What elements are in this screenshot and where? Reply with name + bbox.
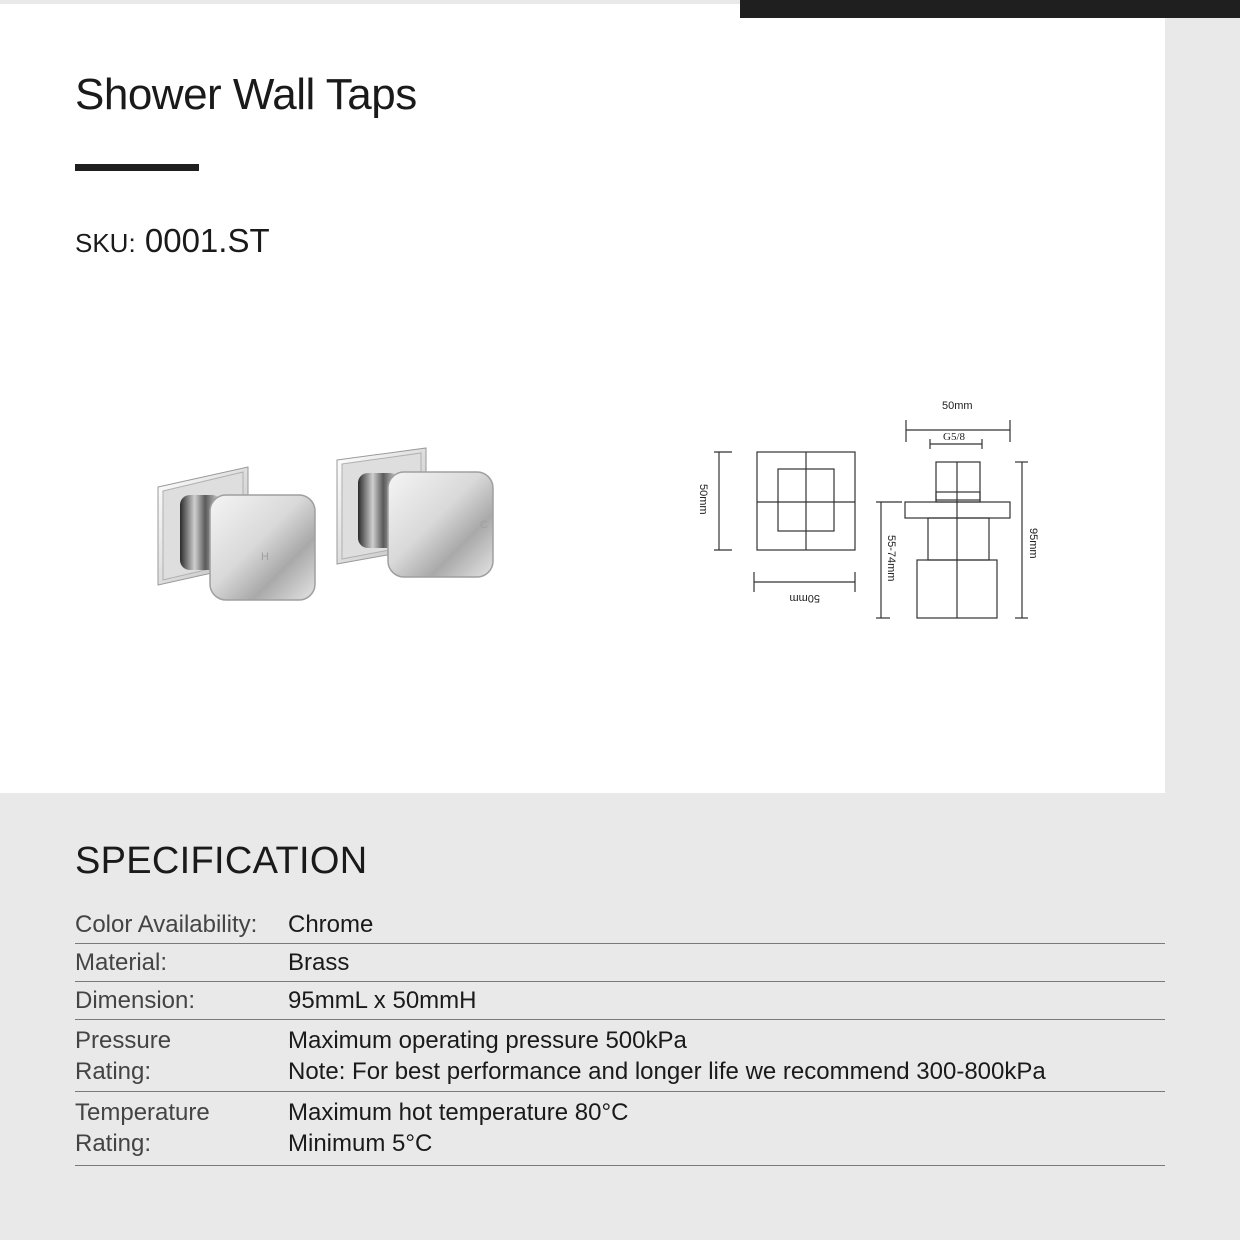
spec-row xyxy=(75,1020,1165,1092)
page-title: Shower Wall Taps xyxy=(75,70,417,119)
spec-label xyxy=(75,1020,288,1092)
spec-table xyxy=(75,906,1165,1166)
spec-value: Brass xyxy=(288,949,350,976)
spec-label: Dimension: xyxy=(75,987,196,1014)
cold-mark: C xyxy=(480,519,488,531)
title-underline xyxy=(75,164,199,171)
dim-width-bottom: 50mm xyxy=(789,592,820,604)
spec-label-line: Rating: xyxy=(75,1058,152,1085)
spec-label-line: Pressure xyxy=(75,1027,172,1054)
spec-row xyxy=(75,1092,1165,1166)
hot-mark: H xyxy=(261,551,269,563)
spec-label: Material: xyxy=(75,949,168,976)
spec-value-line: Maximum hot temperature 80°C xyxy=(288,1099,629,1126)
top-accent-bar xyxy=(740,0,1240,18)
spec-value-line: Minimum 5°C xyxy=(288,1130,433,1157)
sku-label: SKU: xyxy=(75,228,136,258)
sku xyxy=(75,222,270,260)
spec-value-line: Maximum operating pressure 500kPa xyxy=(288,1027,687,1054)
spec-value: Chrome xyxy=(288,911,374,938)
hot-tap xyxy=(158,467,315,600)
dim-total-length: 95mm xyxy=(1027,528,1039,559)
spec-heading: SPECIFICATION xyxy=(75,840,368,882)
spec-value xyxy=(288,1092,1165,1166)
spec-value xyxy=(288,1020,1165,1092)
sku-value: 0001.ST xyxy=(144,222,270,259)
technical-drawing xyxy=(690,390,1060,630)
spec-row xyxy=(75,906,1165,944)
spec-label-line: Rating: xyxy=(75,1130,152,1157)
product-photo xyxy=(150,440,510,610)
spec-label xyxy=(75,1092,288,1166)
spec-row xyxy=(75,982,1165,1020)
dim-depth-range: 55-74mm xyxy=(885,535,897,582)
spec-value-line: Note: For best performance and longer life we recommend 300-800kPa xyxy=(288,1058,1046,1085)
spec-label: Color Availability: xyxy=(75,911,258,938)
dim-width-top: 50mm xyxy=(942,400,973,412)
cold-tap xyxy=(337,448,493,577)
spec-value: 95mmL x 50mmH xyxy=(288,987,477,1014)
dim-height-left: 50mm xyxy=(697,484,709,515)
spec-label-line: Temperature xyxy=(75,1099,210,1126)
dim-thread: G5/8 xyxy=(943,431,965,443)
spec-row xyxy=(75,944,1165,982)
